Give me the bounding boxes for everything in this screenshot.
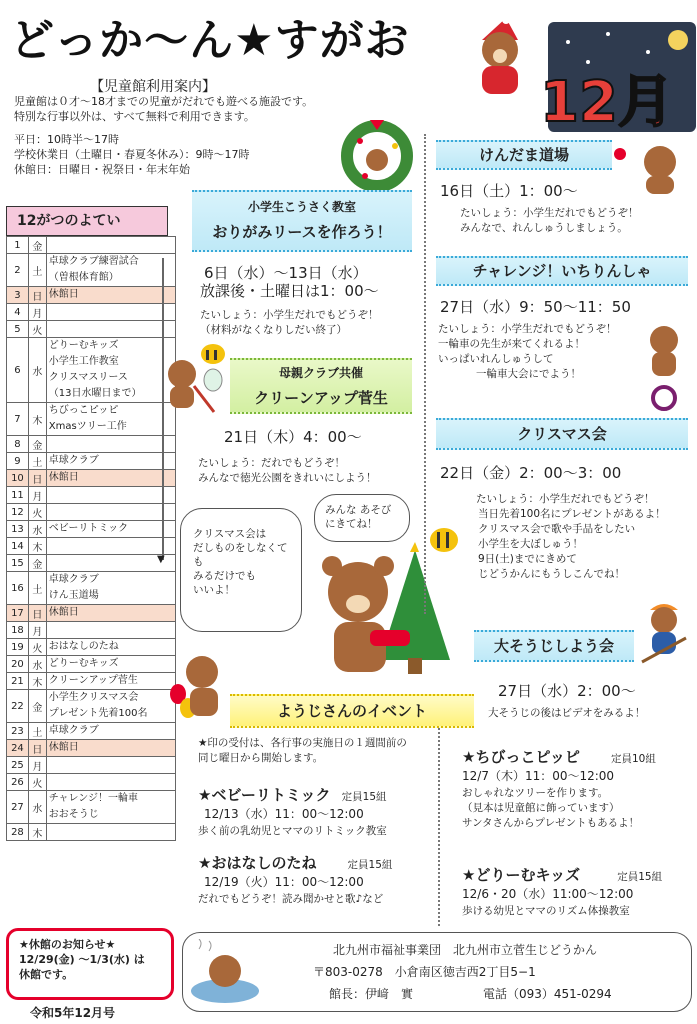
bubble-line: だしものをしなくて [193,542,288,554]
bee-icon [196,340,230,392]
wreath-icon [340,116,414,192]
calendar-day: 2 [7,254,29,287]
event-capacity: 定員15組 [347,859,393,871]
issue-label: 令和5年12月号 [30,1006,116,1020]
calendar-weekday: 水 [28,521,46,538]
hours-line: 休館日：日曜日・祝祭日・年末年始 [14,163,190,176]
hours-line: 学校休業日（土曜日・春夏冬休み）：9時〜17時 [14,148,250,161]
craft-time: 放課後・土曜日は1：00〜 [200,282,379,300]
bubble-line: も [193,556,204,568]
calendar-row [7,555,176,572]
calendar-day: 16 [7,572,29,605]
unicycle-note: たいしょう：小学生だれでもどうぞ！ [438,323,617,335]
closure-line: 休館です。 [19,968,74,981]
event-baby-rhythmic [198,784,387,839]
calendar-events [46,605,175,622]
cleaning-note: 大そうじの後はビデオをみるよ！ [488,707,646,719]
calendar-event: （曽根体育館） [48,272,119,283]
calendar-weekday: 日 [28,740,46,757]
xmas-date: 22日（金）2：00〜3：00 [440,464,622,482]
calendar-heading: 12がつのよてい [6,206,168,236]
calendar-event: 小学生クリスマス会 [48,692,139,703]
calendar-row [7,470,176,487]
santa-bear-icon [468,18,532,96]
craft-title: おりがみリースを作ろう！ [212,223,392,241]
bubble-line: クリスマス会は [193,528,267,540]
bubble-line: みんな あそび [325,504,392,516]
calendar-event: クリーンアップ菅生 [48,675,138,686]
xmas-note: 9日(土)までにきめて [478,553,577,565]
calendar-day: 17 [7,605,29,622]
calendar-events [46,757,175,774]
intro-line: 特別な行事以外は、すべて無料で利用できます。 [14,110,255,123]
event-title: ★ちびっこピッピ [462,748,580,766]
calendar-event: 休館日 [48,289,79,300]
calendar-event: クリスマスリース [48,372,128,383]
calendar-events [46,538,175,555]
calendar-weekday: 土 [28,572,46,605]
calendar-weekday: 日 [28,470,46,487]
calendar-row [7,453,176,470]
calendar-event: ベビーリトミック [48,523,129,534]
calendar-row [7,403,176,436]
calendar-day: 12 [7,504,29,521]
calendar-weekday: 土 [28,723,46,740]
calendar-events [46,237,175,254]
event-desc: 歩く前の乳幼児とママのリトミック教室 [198,825,387,837]
calendar-events [46,504,175,521]
bubble-line: いいよ！ [193,584,235,596]
unicycle-banner: チャレンジ！いちりんしゃ [436,256,688,286]
calendar-event: 小学生工作教室 [48,356,119,367]
hours-line: 平日：10時半〜17時 [14,133,119,146]
arrow-down-icon: ▼ [157,554,165,565]
xmas-note: 小学生を大ぼしゅう！ [478,538,583,550]
calendar-event: Xmasツリー工作 [48,421,127,432]
speech-bubble-left [180,508,302,632]
calendar-day: 25 [7,757,29,774]
calendar-day: 27 [7,791,29,824]
xmas-note: クリスマス会で歌や手品をしたい [478,523,636,535]
calendar-weekday: 火 [28,504,46,521]
calendar-weekday: 火 [28,774,46,791]
calendar-row [7,538,176,555]
calendar-weekday: 月 [28,622,46,639]
calendar-day: 13 [7,521,29,538]
event-chibikko-pippi [462,746,656,831]
calendar-events [46,824,175,841]
kendama-note: たいしょう：小学生だれでもどうぞ！ [460,207,639,219]
cleaning-date: 27日（水）2：00〜 [498,682,636,700]
calendar-weekday: 月 [28,757,46,774]
calendar-row [7,254,176,287]
calendar-weekday: 金 [28,555,46,572]
calendar-day: 3 [7,287,29,304]
event-capacity: 定員10組 [610,753,656,765]
calendar-events [46,791,175,824]
unicycle-note: いっぱいれんしゅうして [438,353,554,365]
calendar-day: 5 [7,321,29,338]
calendar-weekday: 木 [28,824,46,841]
calendar-event: どりーむキッズ [48,340,119,351]
calendar-day: 19 [7,639,29,656]
bear-unicycle-icon [636,322,692,412]
xmas-note: たいしょう：小学生だれでもどうぞ！ [476,493,655,505]
calendar-event: けん玉道場 [48,590,99,601]
newsletter-title: どっか〜ん★すがお [10,15,410,66]
kendama-note: みんなで、れんしゅうしましょう。 [460,222,628,234]
calendar-weekday: 月 [28,487,46,504]
xmas-note: 当日先着100名にプレゼントがあるよ！ [478,508,666,520]
calendar-row [7,639,176,656]
calendar-row [7,321,176,338]
calendar-row [7,622,176,639]
calendar-row [7,237,176,254]
kendama-notes [460,206,639,236]
event-desc: おしゃれなツリーを作ります。 [462,787,609,799]
calendar-day: 23 [7,723,29,740]
xmas-note: じどうかんにもうしこんでね！ [478,568,625,580]
event-time: 12/7（木）11：00〜12:00 [462,769,615,783]
calendar-events [46,403,175,436]
cleanup-notes [198,456,377,486]
closure-line: 12/29(金) 〜1/3(水) は [19,953,145,966]
calendar-weekday: 水 [28,791,46,824]
closure-notice [6,928,174,1000]
calendar-events [46,723,175,740]
cleanup-note: たいしょう：だれでもどうぞ！ [198,457,345,469]
calendar-event: おおそうじ [48,809,99,820]
calendar-event: 卓球クラブ [48,725,99,736]
calendar-day: 8 [7,436,29,453]
calendar-day: 7 [7,403,29,436]
footer-org: 北九州市福祉事業団 北九州市立菅生じどうかん [333,943,598,957]
calendar-row [7,521,176,538]
calendar-row [7,287,176,304]
calendar-event: プレゼント先着100名 [48,708,148,719]
calendar-row [7,487,176,504]
event-dream-kids [462,864,662,919]
speech-bubble-right [314,494,410,542]
cleanup-note: みんなで徳光公園をきれいにしよう！ [198,472,377,484]
calendar-weekday: 月 [28,304,46,321]
calendar-weekday: 金 [28,436,46,453]
craft-banner [192,190,412,252]
calendar-day: 4 [7,304,29,321]
calendar-weekday: 火 [28,639,46,656]
calendar-events [46,254,175,287]
event-title: ★どりーむキッズ [462,866,581,884]
calendar-weekday: 火 [28,321,46,338]
calendar-events [46,287,175,304]
calendar-day: 1 [7,237,29,254]
event-capacity: 定員15組 [617,871,663,883]
unicycle-note: 一輪車の先生が来てくれるよ！ [438,338,585,350]
calendar-events [46,639,175,656]
calendar-weekday: 土 [28,453,46,470]
calendar-weekday: 日 [28,287,46,304]
craft-notes [200,308,379,338]
calendar-row [7,504,176,521]
calendar-events [46,673,175,690]
calendar-weekday: 木 [28,403,46,436]
event-title: ★おはなしのたね [198,854,317,872]
bubble-line: にきてね！ [325,518,378,530]
kendama-date: 16日（土）1：00〜 [440,182,578,200]
calendar-day: 15 [7,555,29,572]
calendar-events [46,321,175,338]
footer-director: 館長：伊﨑 實 [329,987,414,1001]
calendar-weekday: 日 [28,605,46,622]
calendar-day: 26 [7,774,29,791]
toddler-banner: ようじさんのイベント [230,694,474,728]
calendar-weekday: 水 [28,338,46,403]
calendar-events [46,436,175,453]
calendar-event: 卓球クラブ練習試合 [48,256,139,267]
calendar-row [7,740,176,757]
calendar-day: 11 [7,487,29,504]
calendar-event: 休館日 [48,607,79,618]
calendar-day: 18 [7,622,29,639]
calendar-day: 6 [7,338,29,403]
calendar-events [46,521,175,538]
calendar-day: 28 [7,824,29,841]
calendar-row [7,673,176,690]
calendar-row [7,791,176,824]
calendar-weekday: 木 [28,673,46,690]
calendar-row [7,656,176,673]
calendar-events [46,656,175,673]
footer-address: 〒803-0278 小倉南区徳吉西2丁目5−1 [313,965,536,979]
craft-note: たいしょう：小学生だれでもどうぞ！ [200,309,379,321]
calendar-day: 9 [7,453,29,470]
calendar-event: ちびっこピッピ [48,405,119,416]
unicycle-date: 27日（水）9：50〜11：50 [440,298,631,316]
calendar-events [46,304,175,321]
calendar-event: どりーむキッズ [48,658,119,669]
calendar-events [46,572,175,605]
bear-tree-icon [310,540,460,680]
footer-phone: 電話（093）451-0294 [483,987,612,1001]
calendar-day: 24 [7,740,29,757]
event-time: 12/13（水）11：00〜12:00 [204,807,364,821]
calendar-row [7,338,176,403]
calendar-row [7,690,176,723]
calendar-weekday: 金 [28,237,46,254]
unicycle-notes [438,322,617,382]
calendar-row [7,723,176,740]
calendar-row [7,757,176,774]
calendar-row [7,572,176,605]
closure-line: ★休館のお知らせ★ [19,938,116,951]
craft-tag: 小学生こうさく教室 [247,200,356,214]
calendar-weekday: 木 [28,538,46,555]
toddler-notice-line: 同じ曜日から開始します。 [198,752,324,764]
xmas-banner: クリスマス会 [436,418,688,450]
cleanup-title: クリーンアップ菅生 [254,389,388,407]
event-desc: サンタさんからプレゼントもあるよ！ [462,817,640,829]
toddler-notice [198,736,407,766]
event-desc: 歩ける幼児とママのリズム体操教室 [462,905,630,917]
calendar-event: おはなしのたね [48,641,119,652]
cleanup-banner [230,358,412,414]
unicycle-note: 一輪車大会にでよう！ [476,368,581,380]
event-capacity: 定員15組 [341,791,387,803]
calendar-events [46,622,175,639]
calendar-events [46,487,175,504]
event-desc: だれでもどうぞ！読み聞かせと歌♪など [198,893,384,905]
event-title: ★ベビーリトミック [198,786,331,804]
calendar-events [46,453,175,470]
calendar-events [46,690,175,723]
month-label: 12月 [540,70,674,135]
calendar-event: 卓球クラブ [48,455,99,466]
calendar-day: 10 [7,470,29,487]
craft-note: （材料がなくなりしだい終了） [200,324,347,336]
calendar-event: 卓球クラブ [48,574,99,585]
calendar-event: 休館日 [48,742,79,753]
december-calendar [6,236,176,841]
opening-hours [14,132,250,177]
cleanup-tag: 母親クラブ共催 [278,366,363,380]
event-desc: （見本は児童館に飾っています） [462,802,620,814]
calendar-row [7,436,176,453]
calendar-day: 22 [7,690,29,723]
calendar-day: 14 [7,538,29,555]
calendar-event: 休館日 [48,472,79,483]
bear-broom-icon [636,598,694,664]
calendar-weekday: 金 [28,690,46,723]
craft-date: 6日（水）〜13日（水） [204,264,368,282]
bubble-line: みるだけでも [193,570,256,582]
calendar-day: 20 [7,656,29,673]
calendar-row [7,304,176,321]
xmas-notes [478,492,666,582]
event-story-seed [198,852,392,907]
event-time: 12/19（火）11：00〜12:00 [204,875,364,889]
intro-text [14,94,313,124]
calendar-weekday: 土 [28,254,46,287]
calendar-row [7,605,176,622]
calendar-row [7,774,176,791]
calendar-event: チャレンジ！一輪車 [48,793,138,804]
bear-onsen-icon [189,939,261,1005]
calendar-day: 21 [7,673,29,690]
vine-divider [438,696,446,926]
bear-kendama-icon [604,140,694,196]
toddler-notice-line: ★印の受付は、各行事の実施日の１週間前の [198,737,407,749]
calendar-events [46,774,175,791]
footer-box [182,932,692,1012]
kendama-banner: けんだま道場 [436,140,612,170]
cleanup-date: 21日（木）4：00〜 [224,428,362,446]
bear-balloon-icon [168,650,232,730]
calendar-event: （13日水曜日まで） [48,388,142,399]
calendar-weekday: 水 [28,656,46,673]
cleaning-banner: 大そうじしよう会 [474,630,634,662]
calendar-events [46,338,175,403]
calendar-row [7,824,176,841]
usage-guide-heading: 【児童館利用案内】 [90,79,216,95]
calendar-events [46,740,175,757]
calendar-events [46,470,175,487]
vine-divider [424,134,432,614]
event-time: 12/6・20（水）11:00〜12:00 [462,887,634,901]
intro-line: 児童館は０才〜18才までの児童がだれでも遊べる施設です。 [14,95,314,108]
